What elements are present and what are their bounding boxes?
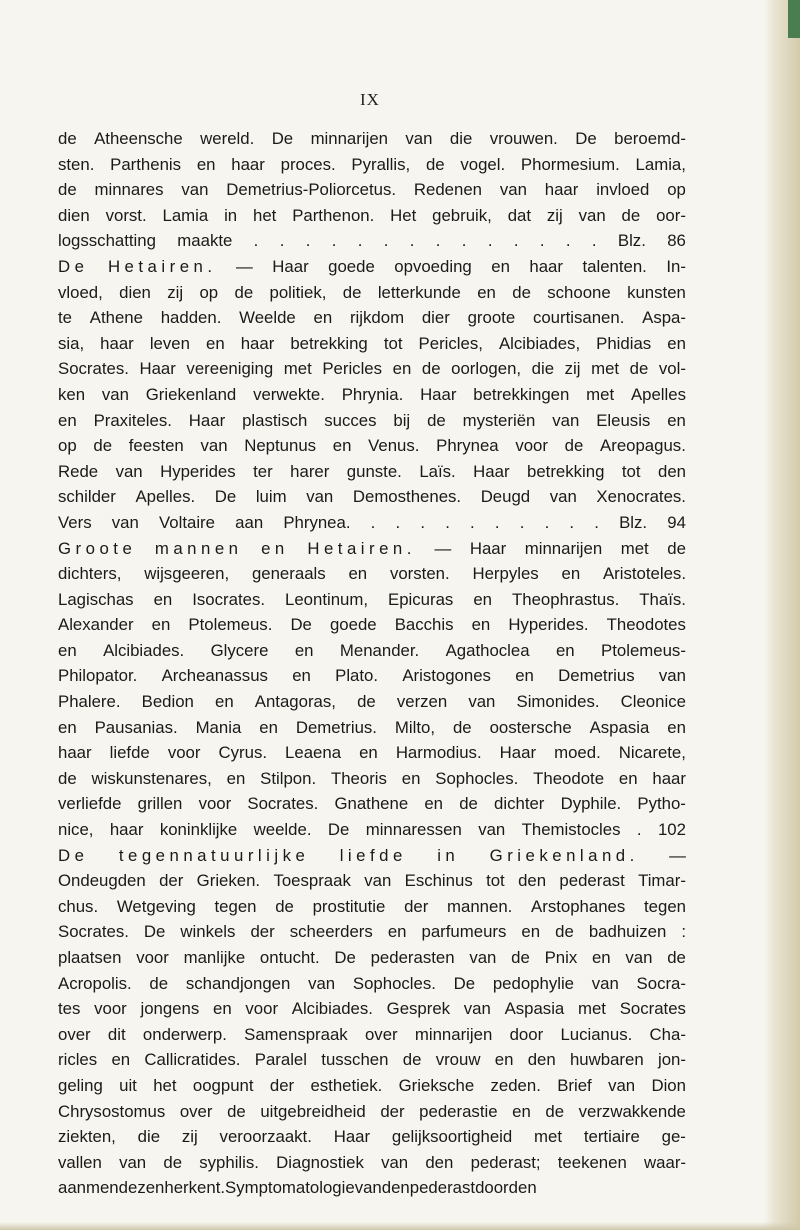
text-line: en Praxiteles. Haar plastisch succes bij de mysteriën van Eleusis en bbox=[58, 410, 686, 430]
text-line: haar liefde voor Cyrus. Leaena en Harmodius. Haar moed. Nicarete, bbox=[58, 743, 686, 763]
text-line: ricles en Callicratides. Paralel tusschen de vrouw en den huwbaren jon- bbox=[58, 1050, 686, 1070]
text-line: Ondeugden der Grieken. Toespraak van Eschinus tot den pederast Timar- bbox=[58, 871, 686, 891]
text-line: ziekten, die zij veroorzaakt. Haar gelijksoortigheid met tertiaire ge- bbox=[58, 1127, 686, 1147]
text-line: Phalere. Bedion en Antagoras, de verzen van Simonides. Cleonice bbox=[58, 692, 686, 712]
text-line: op de feesten van Neptunus en Venus. Phrynea voor de Areopagus. bbox=[58, 436, 686, 456]
text-line: Chrysostomus over de uitgebreidheid der pederastie en de verzwakkende bbox=[58, 1101, 686, 1121]
text-line: Alexander en Ptolemeus. De goede Bacchis en Hyperides. Theodotes bbox=[58, 615, 686, 635]
text-line: De tegennatuurlijke liefde in Griekenland. — bbox=[58, 845, 686, 865]
text-line: geling uit het oogpunt der esthetiek. Grieksche zeden. Brief van Dion bbox=[58, 1075, 686, 1095]
text-line: verliefde grillen voor Socrates. Gnathene en de dichter Dyphile. Pytho- bbox=[58, 794, 686, 814]
text-line: sten. Parthenis en haar proces. Pyrallis, de vogel. Phormesium. Lamia, bbox=[58, 154, 686, 174]
text-line: aan men dezen herkent. Symptomatologie van den pederast door den bbox=[58, 1178, 537, 1198]
text-line: Acropolis. de schandjongen van Sophocles. De pedophylie van Socra- bbox=[58, 973, 686, 993]
corner-tab-mark bbox=[788, 0, 800, 38]
text-line: en Pausanias. Mania en Demetrius. Milto, de oostersche Aspasia en bbox=[58, 717, 686, 737]
text-line: sia, haar leven en haar betrekking tot Pericles, Alcibiades, Phidias en bbox=[58, 333, 686, 353]
text-line: Philopator. Archeanassus en Plato. Aristogones en Demetrius van bbox=[58, 666, 686, 686]
text-line: Groote mannen en Hetairen. — Haar minnarijen met de bbox=[58, 538, 686, 558]
text-line: logsschatting maakte . . . . . . . . . . . . . . Blz. 86 bbox=[58, 231, 686, 251]
table-of-contents-text bbox=[58, 126, 686, 1201]
page-number: IX bbox=[360, 90, 380, 109]
text-line: nice, haar koninklijke weelde. De minnaressen van Themistocles . 102 bbox=[58, 820, 686, 840]
text-line: Lagischas en Isocrates. Leontinum, Epicuras en Theophrastus. Thaïs. bbox=[58, 589, 686, 609]
text-line: Socrates. De winkels der scheerders en parfumeurs en de badhuizen : bbox=[58, 922, 686, 942]
text-line: tes voor jongens en voor Alcibiades. Gesprek van Aspasia met Socrates bbox=[58, 999, 686, 1019]
text-line: te Athene hadden. Weelde en rijkdom dier groote courtisanen. Aspa- bbox=[58, 308, 686, 328]
text-line: vallen van de syphilis. Diagnostiek van den pederast; teekenen waar- bbox=[58, 1152, 686, 1172]
text-line: ken van Griekenland verwekte. Phrynia. Haar betrekkingen met Apelles bbox=[58, 384, 686, 404]
text-line: De Hetairen. — Haar goede opvoeding en haar talenten. In- bbox=[58, 256, 686, 276]
text-line: schilder Apelles. De luim van Demosthenes. Deugd van Xenocrates. bbox=[58, 487, 686, 507]
text-line: vloed, dien zij op de politiek, de letterkunde en de schoone kunsten bbox=[58, 282, 686, 302]
page-edge-shadow bbox=[764, 0, 774, 1230]
text-line: dien vorst. Lamia in het Parthenon. Het gebruik, dat zij van de oor- bbox=[58, 205, 686, 225]
text-line: over dit onderwerp. Samenspraak over minnarijen door Lucianus. Cha- bbox=[58, 1024, 686, 1044]
text-line: plaatsen voor manlijke ontucht. De pederasten van de Pnix en van de bbox=[58, 948, 686, 967]
text-line: Vers van Voltaire aan Phrynea. . . . . . . . . . . Blz. 94 bbox=[58, 512, 686, 532]
text-line: en Alcibiades. Glycere en Menander. Agathoclea en Ptolemeus- bbox=[58, 640, 686, 660]
text-line: Socrates. Haar vereeniging met Pericles en de oorlogen, die zij met de vol- bbox=[58, 359, 686, 379]
text-line: chus. Wetgeving tegen de prostitutie der mannen. Arstophanes tegen bbox=[58, 896, 686, 916]
text-line: Rede van Hyperides ter harer gunste. Laïs. Haar betrekking tot den bbox=[58, 461, 686, 481]
text-line: de minnares van Demetrius-Poliorcetus. Redenen van haar invloed op bbox=[58, 180, 686, 200]
page-bottom-edge bbox=[0, 1222, 800, 1230]
text-line: de Atheensche wereld. De minnarijen van die vrouwen. De beroemd- bbox=[58, 129, 686, 148]
book-spine-edge bbox=[774, 0, 800, 1230]
text-line: dichters, wijsgeeren, generaals en vorsten. Herpyles en Aristoteles. bbox=[58, 564, 686, 584]
text-line: de wiskunstenares, en Stilpon. Theoris en Sophocles. Theodote en haar bbox=[58, 768, 686, 788]
